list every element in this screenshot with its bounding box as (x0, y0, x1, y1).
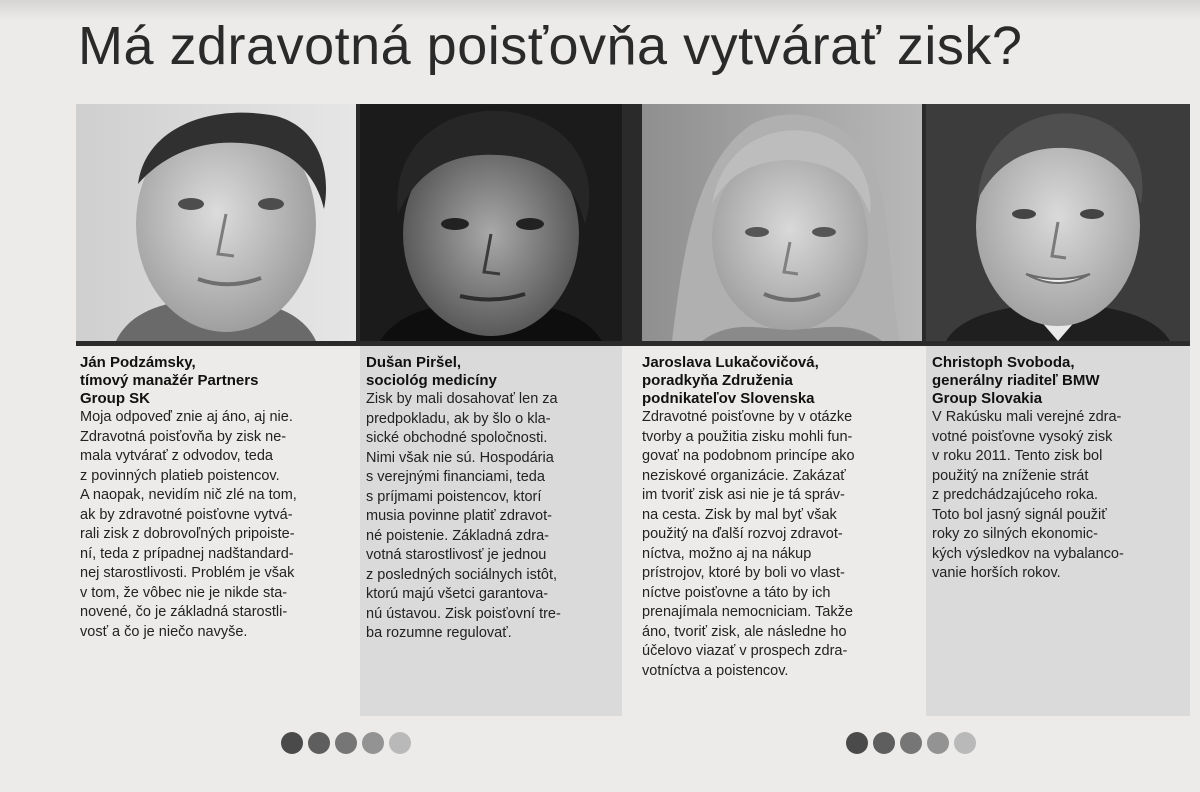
person-answer: Moja odpoveď znie aj áno, aj nie. Zdravotná poisťovňa by zisk ne- mala vytvárať z odvodov, teda z povinných platieb poistencov. A naopak, nevidím nič zlé na tom, ak by zdravotné poisťovne vytvá- rali zisk z dobrovoľných pripoiste- ní, teda z prípadnej nadštandard- nej starostlivosti. Problém je však v tom, že vôbec nie je nikde sta- novené, čo je základná starostli- vosť a čo je niečo navyše. (80, 409, 297, 640)
dot (281, 732, 303, 754)
decorative-dots-right (846, 732, 976, 754)
portrait-podzamsky (76, 104, 356, 341)
dot (873, 732, 895, 754)
column-pirsel (360, 346, 622, 716)
dot (308, 732, 330, 754)
person-answer: Zisk by mali dosahovať len za predpokladu, ak by šlo o kla- sické obchodné spoločnosti. Nimi však nie sú. Hospodária s verejnými financiami, teda s príjmami poistencov, ktorí musia povinne platiť zdravot- né poistenie. Základná zdra- votná starostlivosť je jednou z posledných sociálnych istôt, ktorú majú všetci garantova- nú ústavou. Zisk poisťovní tre- ba rozumne regulovať. (366, 391, 561, 641)
dot (954, 732, 976, 754)
column-podzamsky (74, 346, 358, 716)
portrait-pirsel (360, 104, 622, 341)
column-svoboda (926, 346, 1190, 716)
person-name: Jaroslava Lukačovičová, poradkyňa Združenia podnikateľov Slovenska (642, 354, 819, 407)
headline: Má zdravotná poisťovňa vytvárať zisk? (78, 16, 1023, 76)
person-name: Dušan Piršel, sociológ medicíny (366, 354, 497, 389)
column-lukacovicova (636, 346, 924, 716)
portrait-lukacovicova (642, 104, 922, 341)
dot (846, 732, 868, 754)
person-answer: V Rakúsku mali verejné zdra- votné poisťovne vysoký zisk v roku 2011. Tento zisk bol použitý na zníženie strát z predchádzajúceho roka. Toto bol jasný signál použiť roky zo silných ekonomic- kých výsledkov na vybalanco- vanie horších rokov. (932, 409, 1124, 581)
dot (389, 732, 411, 754)
portrait-svoboda (926, 104, 1190, 341)
dot (335, 732, 357, 754)
person-name: Christoph Svoboda, generálny riaditeľ BMW Group Slovakia (932, 354, 1100, 407)
dot (900, 732, 922, 754)
decorative-dots-left (281, 732, 411, 754)
person-answer: Zdravotné poisťovne by v otázke tvorby a použitia zisku mohli fun- govať na podobnom princípe ako neziskové organizácie. Zakázať im tvoriť zisk asi nie je tá správ- na cesta. Zisk by mal byť však použitý na ďalší rozvoj zdravot- níctva, možno aj na nákup prístrojov, ktoré by boli vo vlast- níctve poisťovne a tátо by ich prenajímala nemocniciam. Takže áno, tvoriť zisk, ale následne ho účelovo viazať v prospech zdra- votníctva a poistencov. (642, 409, 855, 679)
dot (927, 732, 949, 754)
person-name: Ján Podzámsky, tímový manažér Partners Group SK (80, 354, 259, 407)
dot (362, 732, 384, 754)
